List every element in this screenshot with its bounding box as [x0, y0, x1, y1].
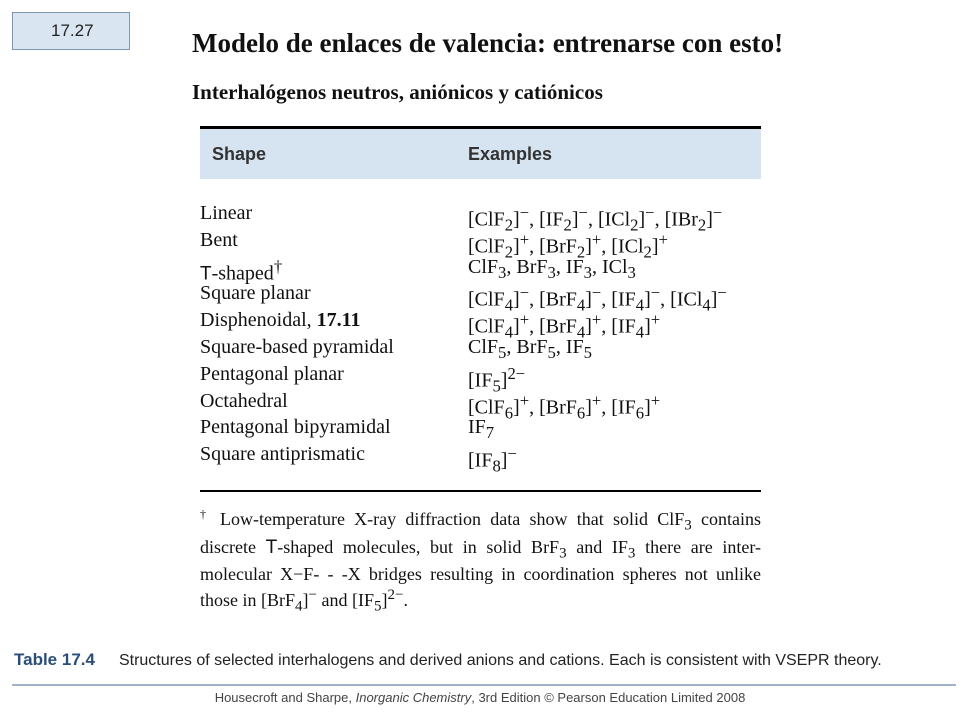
table-footnote: † Low-temperature X-ray diffraction data show that solid ClF$_3$ contains discrete T-shaped molecules, but in solid BrF$_3$ and $IF_3$ there are inter-molecular X−F- - -X bridges resulting in coordination spheres not unlike those in [BrF$_4$]− and $[IF_5]^{2-}$. — [200, 506, 761, 615]
copyright-credit: Housecroft and Sharpe, Inorganic Chemistry, 3rd Edition © Pearson Education Limited 2008 — [214, 690, 746, 705]
examples-cell: [ClF$_6$]+, [BrF$_6$]+, $[IF_6]^+$ — [468, 390, 661, 423]
shape-cell: Octahedral — [200, 389, 288, 412]
shape-cell: Square-based pyramidal — [200, 335, 394, 358]
caption-text: Structures of selected interhalogens and derived anions and cations. Each is consistent with VSEPR theory. — [118, 652, 882, 669]
shape-cell: Pentagonal planar — [200, 362, 344, 385]
table-row — [200, 227, 761, 262]
shape-cell: Pentagonal bipyramidal — [200, 416, 391, 439]
table-row — [200, 361, 761, 396]
table-caption — [14, 650, 882, 670]
table-row — [200, 414, 761, 441]
examples-cell: [ClF$_2$]−, $[IF_2]^-$, [ICl$_2$]−, [IBr$_2$]− — [468, 203, 723, 235]
shape-cell: Square antiprismatic — [200, 443, 365, 466]
caption-label: Table 17.4 — [14, 650, 95, 669]
interhalogen-table — [200, 126, 761, 618]
header-shape: Shape — [212, 143, 267, 164]
examples-cell: [ClF$_4$]+, [BrF$_4$]+, $[IF_4]^+$ — [468, 310, 661, 342]
shape-cell: Linear — [200, 202, 253, 224]
examples-cell: $[IF_8]^-$ — [468, 444, 517, 476]
page-subtitle: Interhalógenos neutros, aniónicos y catiónicos — [192, 80, 603, 104]
table-body — [200, 179, 761, 476]
examples-cell: [ClF$_2$]+, [BrF$_2$]+, [ICl$_2$]+ — [468, 229, 668, 262]
slide-number-badge: 17.27 — [12, 12, 130, 50]
table-bottom-rule — [200, 490, 761, 492]
examples-cell: [ClF$_4$]−, [BrF$_4$]−, $[IF_4]^-$, [ICl$_4$]− — [468, 283, 727, 316]
page-title: Modelo de enlaces de valencia: entrenarse con esto! — [192, 28, 784, 58]
table-header — [200, 129, 761, 179]
table-row — [200, 441, 761, 476]
table-row — [200, 254, 761, 285]
table-row — [200, 388, 761, 423]
examples-cell: ClF$_3$, BrF$_3$, $IF_3$, ICl$_3$ — [468, 255, 636, 282]
shape-cell: Square planar — [200, 282, 311, 305]
table-row — [200, 307, 761, 342]
examples-cell: ClF$_5$, BrF$_5$, $IF_5$ — [468, 335, 592, 362]
footer-divider — [12, 684, 956, 686]
shape-cell: T-shaped† — [200, 256, 283, 285]
examples-cell: $IF_7$ — [468, 416, 495, 443]
table-row — [200, 280, 761, 316]
shape-cell: Disphenoidal, 17.11 — [200, 309, 361, 332]
examples-cell: $[IF_5]^{2-}$ — [468, 363, 526, 396]
shape-cell: Bent — [200, 228, 238, 251]
header-examples: Examples — [468, 143, 553, 164]
table-row — [200, 200, 761, 235]
table-row — [200, 334, 761, 361]
